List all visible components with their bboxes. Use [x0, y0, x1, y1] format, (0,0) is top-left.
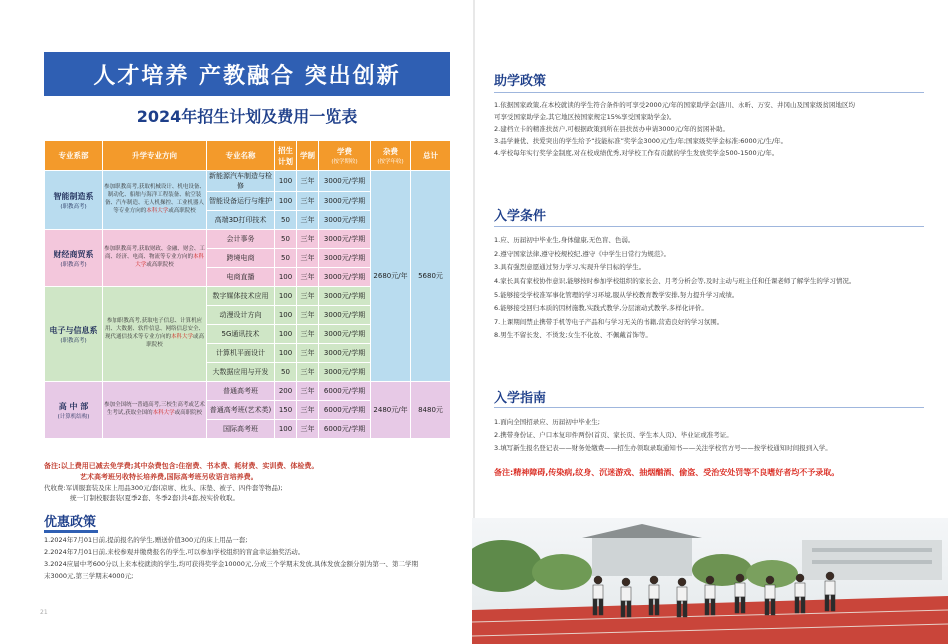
- plan-count: 50: [275, 230, 297, 249]
- years: 三年: [297, 382, 319, 401]
- header-major: 专业名称: [207, 141, 275, 171]
- major-name: 会计事务: [207, 230, 275, 249]
- header-tuition: 学费 (按学期收): [319, 141, 371, 171]
- dept-cell: 高 中 部 (计算机结构): [45, 382, 103, 439]
- major-name: 智能设备运行与维护: [207, 192, 275, 211]
- aid-title: 助学政策: [494, 74, 547, 89]
- years: 三年: [297, 420, 319, 439]
- plan-count: 50: [275, 211, 297, 230]
- page-number-left: 21: [40, 609, 48, 616]
- direction-cell: 参加职教高考,获取财政、金融、财会、工商、经济、电商、物流等专业方向的本科大学或高职院校: [103, 230, 207, 287]
- header-total: 总计: [411, 141, 451, 171]
- misc-fee-highschool: 2480元/年: [371, 382, 411, 439]
- plan-count: 100: [275, 306, 297, 325]
- major-name: 跨境电商: [207, 249, 275, 268]
- photo-illustration: [472, 518, 948, 644]
- years: 三年: [297, 363, 319, 382]
- header-dept: 专业系部: [45, 141, 103, 171]
- campus-running-photo: [472, 518, 948, 644]
- total-fee-highschool: 8480元: [411, 382, 451, 439]
- major-name: 大数据应用与开发: [207, 363, 275, 382]
- entry-list: 1.应、历届初中毕业生,身体健康,无色盲、色弱。 2.遵守国家法律,遵守校规校纪,遵守《中学生日常行为规范》。 3.具有强烈意愿通过努力学习,实现升学目标的学生。 4.家长具有家校协作意识,能够按时参加学校组织的家长会、月考分析会等,及时主动与班主任和任课老师了解学生的学习情况。 5.能够接受学校准军事化管理的学习环境,服从学校教育教学安排,努力提升学习成绩。 6.能够接受回归本质的因材施教,实践式教学,分层滚动式教学,多样化评价。 7.上课期间禁止携带手机等电子产品和与学习无关的书籍,营造良好的学习氛围。 8.男生不留长发、不烫发;女生不化妆、不佩戴首饰等。: [494, 236, 856, 340]
- years: 三年: [297, 287, 319, 306]
- header-years: 学制: [297, 141, 319, 171]
- banner-slogan: 人才培养 产教融合 突出创新: [44, 52, 450, 96]
- aid-divider: [494, 92, 924, 93]
- fee-note: 备注:以上费用已减去免学费;其中杂费包含:住宿费、书本费、耗材费、实训费、体检费。 艺术高考班另收特长培养费,国际高考班另收语言培养费。: [44, 462, 319, 481]
- direction-cell: 参加职教高考,获取机械设计、机电设备、制动化、船舶与海洋工程装备、航空装备、汽车制造、无人机操控、工业机器人等专业方向的本科大学或高职院校: [103, 171, 207, 230]
- discount-title: 优惠政策: [44, 515, 97, 530]
- header-misc: 杂费 (按学年收): [371, 141, 411, 171]
- tuition: 6000元/学期: [319, 401, 371, 420]
- years: 三年: [297, 249, 319, 268]
- major-name: 国际高考班: [207, 420, 275, 439]
- plan-count: 50: [275, 249, 297, 268]
- header-plan: 招生计划: [275, 141, 297, 171]
- years: 三年: [297, 171, 319, 192]
- plan-count: 100: [275, 325, 297, 344]
- plan-count: 100: [275, 192, 297, 211]
- tuition: 3000元/学期: [319, 230, 371, 249]
- years: 三年: [297, 211, 319, 230]
- header-direction: 升学专业方向: [103, 141, 207, 171]
- misc-fee-vocational: 2680元/年: [371, 171, 411, 382]
- plan-count: 100: [275, 344, 297, 363]
- tuition: 3000元/学期: [319, 211, 371, 230]
- tuition: 3000元/学期: [319, 306, 371, 325]
- direction-cell: 参加职教高考,获取电子信息、计算机应用、大数据、软件信息、网络信息安全、现代通信技术等专业方向的本科大学或高职院校: [103, 287, 207, 382]
- entry-title: 入学条件: [494, 209, 547, 224]
- guide-title: 入学指南: [494, 391, 547, 406]
- direction-cell: 参加全国统一普通高考,三校生高考或艺术生考试,获取全国的本科大学或高职院校: [103, 382, 207, 439]
- major-name: 5G通讯技术: [207, 325, 275, 344]
- years: 三年: [297, 192, 319, 211]
- tuition: 3000元/学期: [319, 344, 371, 363]
- collection-note: 代收费:军训服套装及床上用品300元/套(凉席、枕头、床垫、被子、四件套等物品); 统一订制校服套装(夏季2套、冬季2套)共4套,按实价收取。: [44, 484, 283, 503]
- plan-count: 100: [275, 420, 297, 439]
- major-name: 数字媒体技术应用: [207, 287, 275, 306]
- tuition: 3000元/学期: [319, 325, 371, 344]
- guide-list: 1.面向全国招录应、历届初中毕业生; 2.携带身份证、户口本复印件两份(首页、家长页、学生本人页)、毕业证或准考证。 3.填写新生报名登记表——财务处缴费——招生办领取录取通知书——关注学校官方号——按学校通知时间报到入学。: [494, 418, 832, 452]
- major-name: 新能源汽车制造与检修: [207, 171, 275, 192]
- tuition: 6000元/学期: [319, 420, 371, 439]
- major-name: 普通高考班(艺术类): [207, 401, 275, 420]
- years: 三年: [297, 306, 319, 325]
- years: 三年: [297, 230, 319, 249]
- years: 三年: [297, 325, 319, 344]
- years: 三年: [297, 268, 319, 287]
- years: 三年: [297, 401, 319, 420]
- major-name: 计算机平面设计: [207, 344, 275, 363]
- tuition: 3000元/学期: [319, 249, 371, 268]
- major-name: 动漫设计方向: [207, 306, 275, 325]
- dept-cell: 财经商贸系 (职教高考): [45, 230, 103, 287]
- tuition: 3000元/学期: [319, 192, 371, 211]
- years: 三年: [297, 344, 319, 363]
- guide-divider: [494, 407, 924, 408]
- tuition: 6000元/学期: [319, 382, 371, 401]
- plan-count: 150: [275, 401, 297, 420]
- tuition: 3000元/学期: [319, 287, 371, 306]
- dept-cell: 智能制造系 (职教高考): [45, 171, 103, 230]
- plan-count: 200: [275, 382, 297, 401]
- enrollment-plan-table: [44, 140, 451, 439]
- plan-count: 100: [275, 268, 297, 287]
- aid-list: 1.依据国家政策,在本校就读的学生符合条件的可享受2000元/年的国家助学金(涟川、永昕、万安、井冈山及国家级贫困地区均 可享受国家助学金,其它地区按国家规定15%享受国家助学金)。 2.建档立卡的精准扶贫户,可根据政策到所在县扶贫办申请3000元/年的贫困补助。 3.品学兼优、扶爱突出的学生给予“技能标准”奖学金3000元/生/年;国家级奖学金标准:6000元/生/年。 4.学校每年实行奖学金制度,对在校成绩优秀,对学校工作有贡献的学生发放奖学金500-1500元/年。: [494, 101, 856, 158]
- guide-red-note: 备注:精神障碍,传染病,纹身、沉迷游戏、抽烟酗酒、偷盗、受治安处罚等不良嗜好者均不予录取。: [494, 468, 840, 477]
- tuition: 3000元/学期: [319, 171, 371, 192]
- discount-list: 1.2024年7月01日前,提前报名的学生,赠送价值300元的床上用品一套; 2.2024年7月01日前,来校参观并缴费报名的学生,可以参加学校组织的盲盒幸运抽奖活动。 3.2024应届中考600分以上来本校就读的学生,均可获得奖学金10000元,分成三个学期末发放,具体发放金额分别为第一、第二学期 末3000元,第三学期末4000元;: [44, 536, 419, 581]
- total-fee-vocational: 5680元: [411, 171, 451, 382]
- discount-underline: [44, 530, 98, 533]
- plan-count: 100: [275, 287, 297, 306]
- dept-cell: 电子与信息系 (职教高考): [45, 287, 103, 382]
- major-name: 电商直播: [207, 268, 275, 287]
- tuition: 3000元/学期: [319, 363, 371, 382]
- plan-count: 50: [275, 363, 297, 382]
- table-row: [45, 171, 451, 192]
- entry-divider: [494, 226, 924, 227]
- major-name: 普通高考班: [207, 382, 275, 401]
- table-title: 2024年招生计划及费用一览表: [136, 107, 358, 126]
- table-row: [45, 382, 451, 401]
- table-header-row: [45, 141, 451, 171]
- major-name: 高端3D打印技术: [207, 211, 275, 230]
- plan-count: 100: [275, 171, 297, 192]
- tuition: 3000元/学期: [319, 268, 371, 287]
